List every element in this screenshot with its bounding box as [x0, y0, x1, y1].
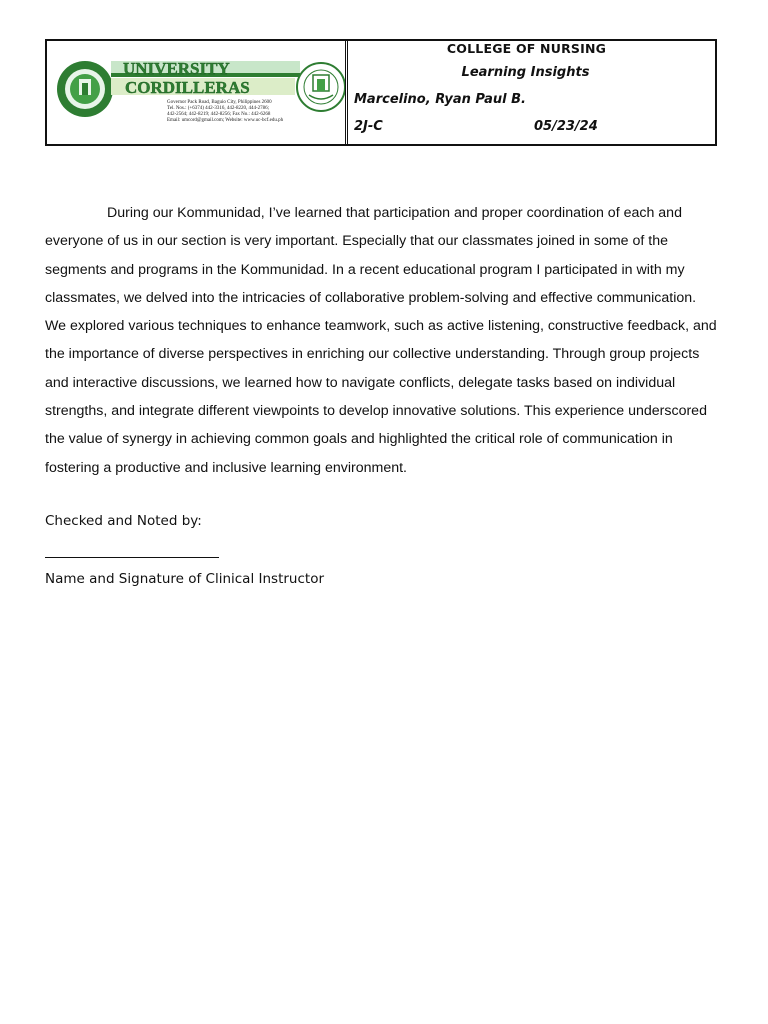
signature-line	[45, 557, 219, 558]
student-section: 2J-C	[354, 119, 383, 134]
student-name: Marcelino, Ryan Paul B.	[354, 92, 526, 107]
document-date: 05/23/24	[534, 119, 598, 134]
learning-insights-paragraph: During our Kommunidad, I’ve learned that participation and proper coordination of each and everyone of us in our section is very important. Especially that our classmates joined in some of the segments and programs in the Kommunidad. In a recent educational program I participated in with my classmates, we delved into the intricacies of collaborative problem-solving and effective communication. We explored various techniques to enhance teamwork, such as active listening, constructive feedback, and the importance of diverse perspectives in enriching our collective understanding. Through group projects and interactive discussions, we learned how to navigate conflicts, delegate tasks based on individual strengths, and integrate different viewpoints to develop innovative solutions. This experience underscored the value of synergy in achieving common goals and highlighted the critical role of communication in fostering a productive and inclusive learning environment.	[45, 205, 717, 476]
university-seal-icon	[57, 61, 113, 117]
checked-noted-label: Checked and Noted by:	[45, 513, 202, 529]
info-cell	[348, 41, 715, 144]
header-table	[45, 39, 717, 146]
logo-address-line2: Tel. Nos.: (+6374) 442-3316, 442-8220, 444-2786;	[167, 106, 270, 111]
college-name: COLLEGE OF NURSING	[446, 41, 607, 56]
logo-address-line4: Email: umcord@gmail.com; Website: www.uc-bcf.edu.ph	[167, 118, 284, 123]
document-title: Learning Insights	[461, 65, 590, 80]
signature-label: Name and Signature of Clinical Instructor	[45, 571, 324, 587]
logo-text-cordilleras: CORDILLERAS	[125, 78, 250, 97]
logo-text-university: UNIVERSITY	[123, 59, 230, 78]
logo-address-line1: Governor Pack Road, Baguio City, Philippines 2600	[167, 100, 272, 105]
university-logo	[55, 47, 345, 143]
college-seal-icon	[297, 63, 345, 111]
logo-cell	[47, 41, 348, 144]
logo-address-line3: 442-2564; 442-8219; 442-8256; Fax No.: 442-6268	[167, 112, 271, 117]
